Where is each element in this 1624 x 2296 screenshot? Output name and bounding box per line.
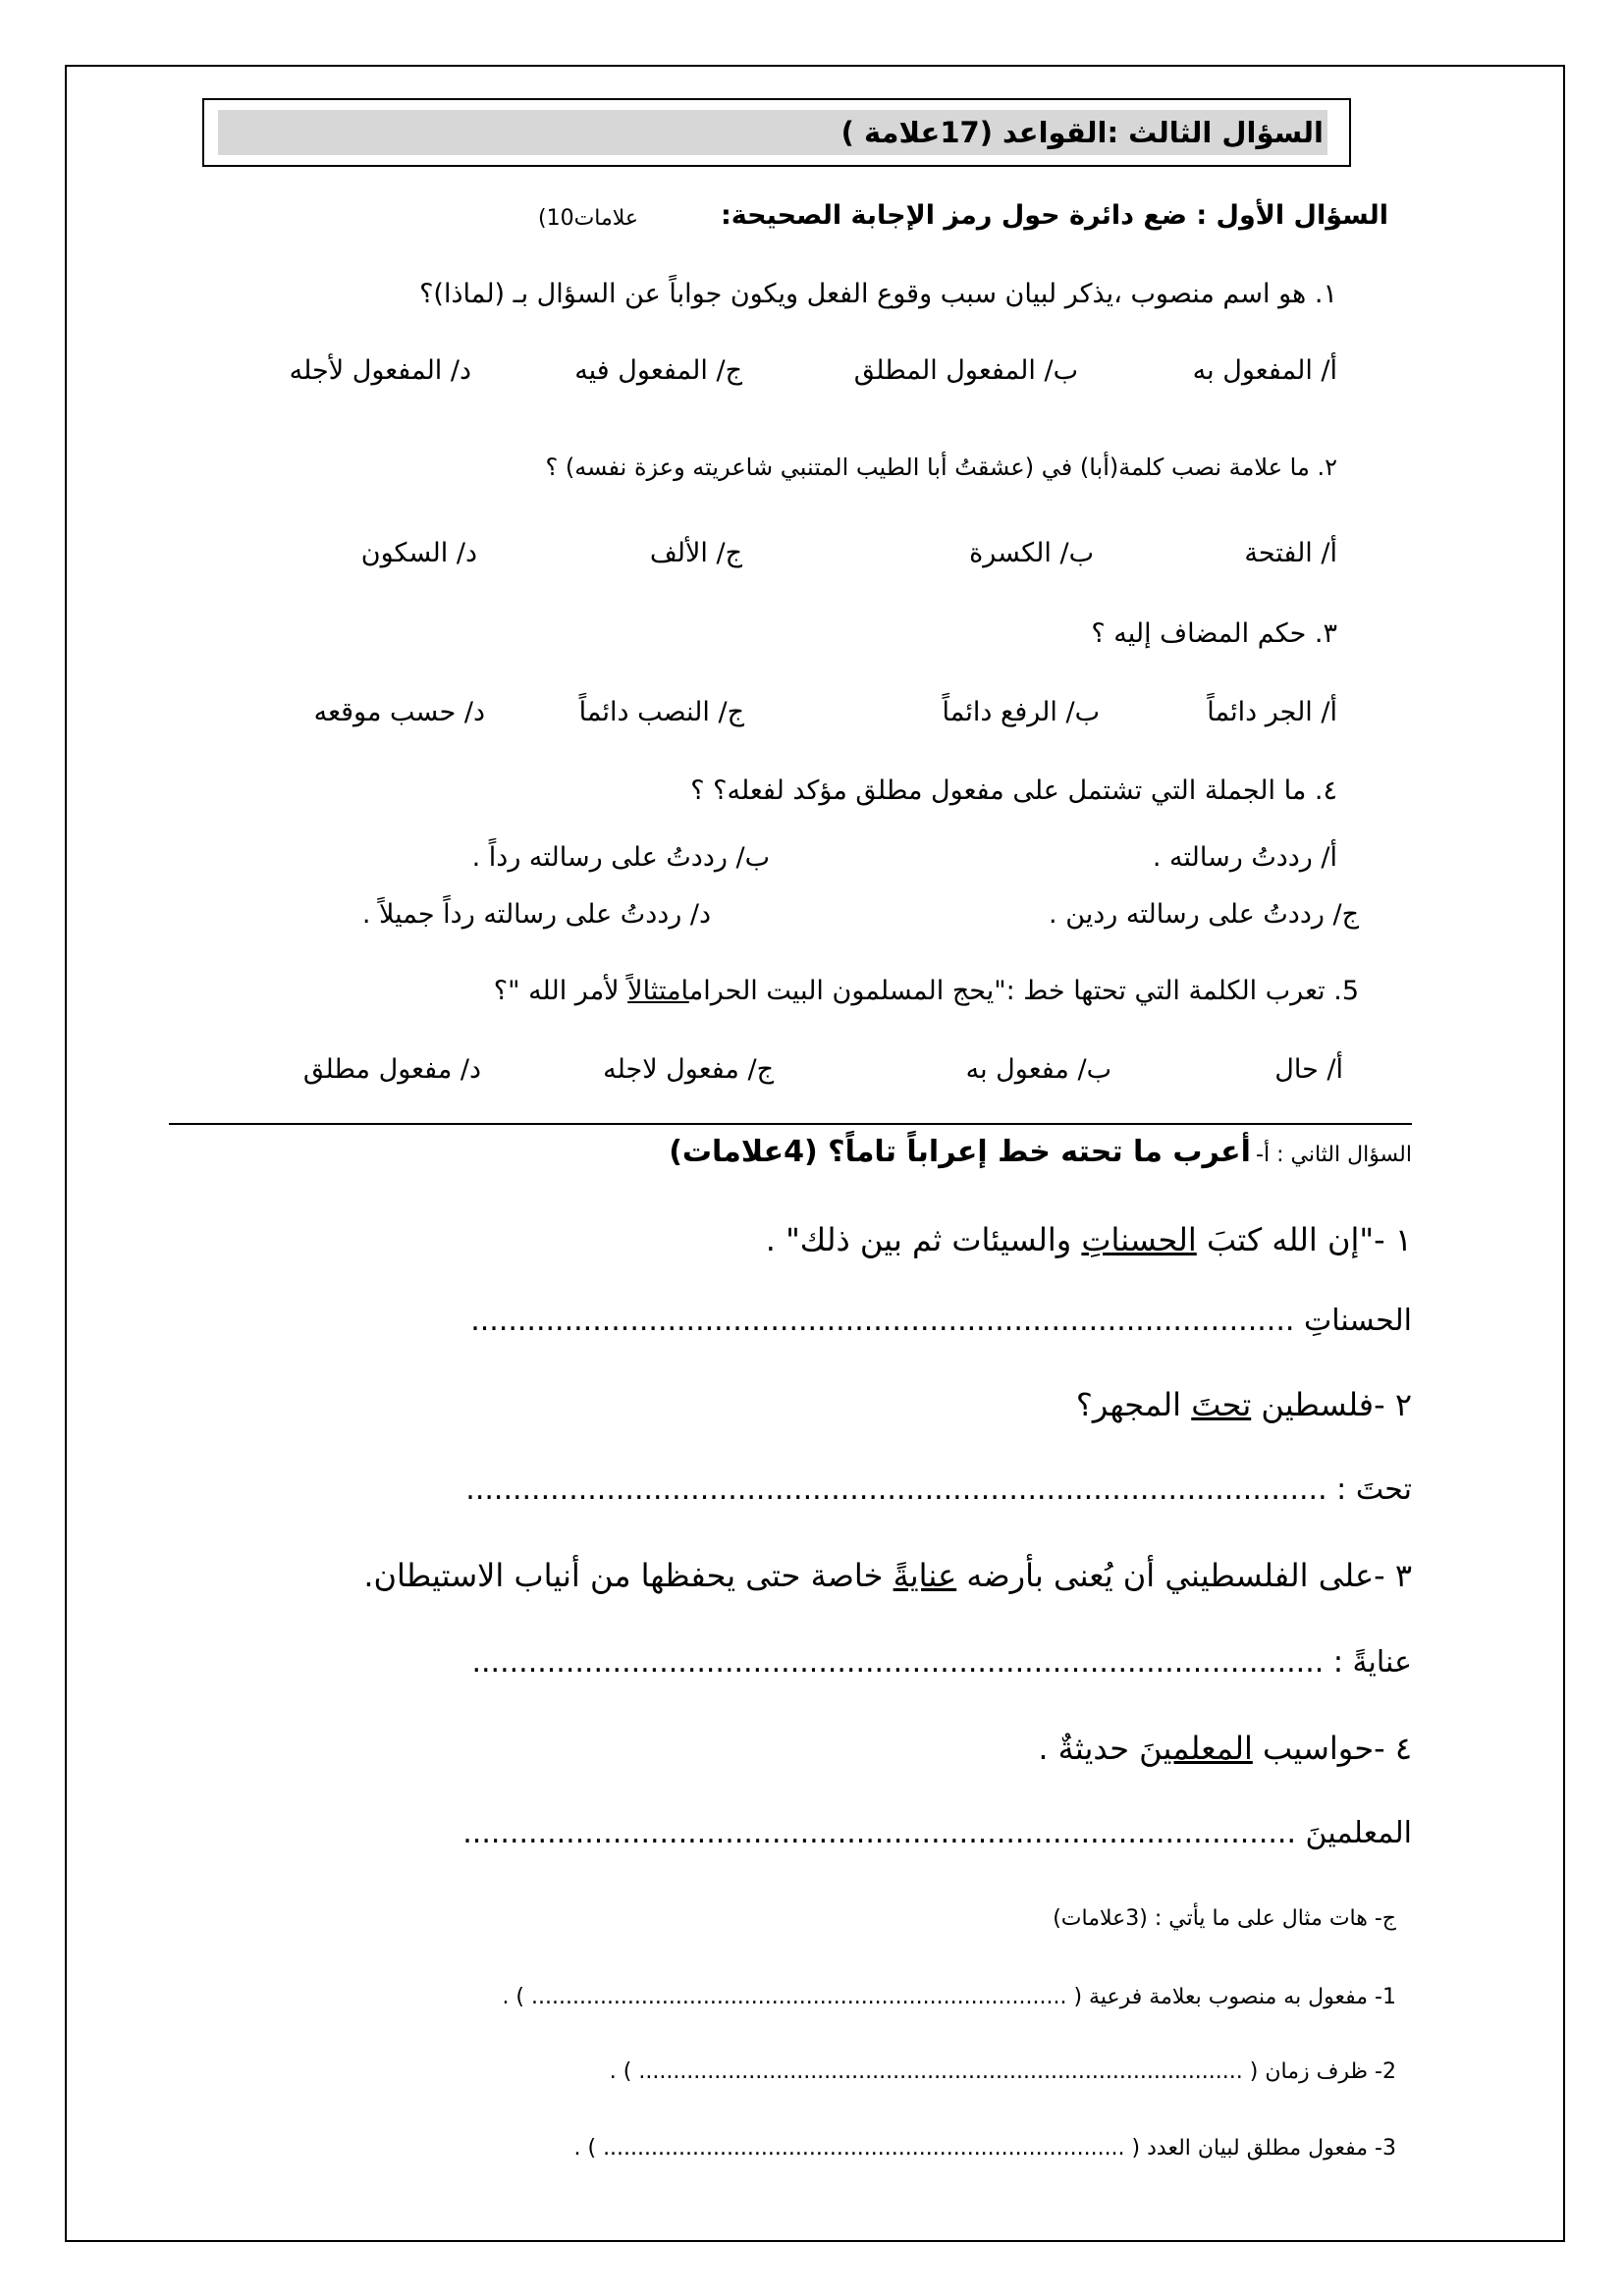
p2-item2-answer-label: تحتَ : — [1336, 1472, 1412, 1507]
q5-number: 5. — [1333, 976, 1359, 1006]
p2-item2-before: -فلسطين — [1261, 1386, 1385, 1423]
p2-item1-sentence — [766, 1221, 1412, 1258]
p3-item2-close: ) . — [609, 2059, 632, 2084]
q4-option-a[interactable]: أ/ رددتُ رسالته . — [1152, 842, 1337, 873]
p2-item3-dots[interactable]: ........................................................................................... — [471, 1645, 1325, 1680]
q5-option-a[interactable]: أ/ حال — [1274, 1054, 1343, 1085]
p2-item4-sentence — [1038, 1730, 1412, 1767]
part1-marks: (10علامات — [538, 206, 639, 231]
p2-item1-answer-line[interactable] — [470, 1304, 1412, 1338]
p2-item2-dots[interactable]: ............................................................................................ — [465, 1472, 1327, 1507]
p2-item4-underlined: المعلمينَ — [1139, 1730, 1253, 1767]
p2-item1-underlined: الحسناتِ — [1081, 1221, 1197, 1258]
p2-item3-after: خاصة حتى يحفظها من أنياب الاستيطان. — [363, 1557, 884, 1594]
q2-option-b[interactable]: ب/ الكسرة — [969, 538, 1094, 568]
p3-item2-dots[interactable]: ........................................................................................ — [638, 2059, 1243, 2084]
p3-item3[interactable] — [573, 2136, 1396, 2161]
q5-body-before: تعرب الكلمة التي تحتها خط :"يحج المسلمون البيت الحرام — [688, 976, 1326, 1006]
p2-item2-number: ٢ — [1394, 1386, 1412, 1423]
p2-item4-answer-line[interactable] — [462, 1816, 1412, 1850]
part2-heading — [669, 1135, 1412, 1169]
q4-body: ما الجملة التي تشتمل على مفعول مطلق مؤكد لفعله؟ ؟ — [690, 775, 1307, 806]
q1-text — [419, 279, 1337, 309]
p2-item2-sentence — [1076, 1386, 1412, 1423]
q2-option-d[interactable]: د/ السكون — [360, 538, 477, 568]
q5-underlined-word: امتثالاً — [627, 976, 689, 1006]
part2-heading-big: أعرب ما تحته خط إعراباً تاماً؟ (4علامات) — [669, 1135, 1251, 1169]
q1-option-d[interactable]: د/ المفعول لأجله — [289, 355, 471, 386]
q2-text — [545, 454, 1337, 481]
q3-option-a[interactable]: أ/ الجر دائماً — [1207, 697, 1337, 727]
q3-text — [1091, 618, 1337, 649]
q5-option-b[interactable]: ب/ مفعول به — [965, 1054, 1111, 1085]
q5-text — [494, 976, 1359, 1006]
section-title: السؤال الثالث :القواعد (17علامة ) — [840, 116, 1324, 149]
q1-option-c[interactable]: ج/ المفعول فيه — [574, 355, 742, 386]
p3-item1[interactable] — [502, 1985, 1396, 2009]
q4-number: ٤. — [1314, 775, 1337, 806]
q3-number: ٣. — [1314, 618, 1337, 649]
p2-item4-after: حديثةٌ . — [1038, 1730, 1129, 1767]
p2-item3-number: ٣ — [1394, 1557, 1412, 1594]
q3-option-d[interactable]: د/ حسب موقعه — [313, 697, 485, 727]
q2-option-a[interactable]: أ/ الفتحة — [1244, 538, 1337, 568]
p3-item2[interactable] — [610, 2059, 1396, 2084]
q5-option-d[interactable]: د/ مفعول مطلق — [302, 1054, 481, 1085]
section-divider — [169, 1123, 1412, 1125]
p2-item4-number: ٤ — [1394, 1730, 1412, 1767]
part3-heading: ج- هات مثال على ما يأتي : (3علامات) — [1053, 1906, 1396, 1931]
p2-item1-answer-label: الحسناتِ — [1303, 1304, 1412, 1338]
q3-option-b[interactable]: ب/ الرفع دائماً — [942, 697, 1100, 727]
p2-item3-answer-label: عنايةً : — [1332, 1645, 1412, 1680]
q5-body-after: لأمر الله "؟ — [493, 976, 620, 1006]
p2-item3-answer-line[interactable] — [471, 1645, 1412, 1680]
p3-item1-dots[interactable]: .............................................................................. — [531, 1985, 1067, 2009]
part2-heading-small: السؤال الثاني : أ- — [1256, 1143, 1412, 1167]
q1-body: هو اسم منصوب ،يذكر لبيان سبب وقوع الفعل ويكون جواباً عن السؤال بـ (لماذا)؟ — [419, 279, 1307, 309]
q3-option-c[interactable]: ج/ النصب دائماً — [578, 697, 744, 727]
p3-item1-close: ) . — [502, 1985, 525, 2009]
p2-item3-underlined: عنايةً — [893, 1557, 957, 1594]
p2-item1-dots[interactable]: ........................................................................................ — [470, 1304, 1295, 1338]
p3-item3-label: 3- مفعول مطلق لبيان العدد ( — [1131, 2136, 1396, 2161]
q2-body: ما علامة نصب كلمة(أبا) في (عشقتُ أبا الطيب المتنبي شاعريته وعزة نفسه) ؟ — [545, 454, 1310, 481]
p2-item1-number: ١ — [1394, 1221, 1412, 1258]
p2-item1-before: -"إن الله كتبَ — [1206, 1221, 1385, 1258]
q4-text — [690, 775, 1337, 806]
q1-option-a[interactable]: أ/ المفعول به — [1192, 355, 1337, 386]
q2-option-c[interactable]: ج/ الألف — [649, 538, 742, 568]
p2-item2-after: المجهر؟ — [1075, 1386, 1182, 1423]
p2-item4-answer-label: المعلمينَ — [1305, 1816, 1412, 1850]
p2-item2-underlined: تحتَ — [1191, 1386, 1252, 1423]
q1-option-b[interactable]: ب/ المفعول المطلق — [853, 355, 1078, 386]
p3-item2-label: 2- ظرف زمان ( — [1249, 2059, 1396, 2084]
p2-item4-before: -حواسيب — [1263, 1730, 1385, 1767]
p3-item3-close: ) . — [573, 2136, 597, 2161]
p2-item1-after: والسيئات ثم بين ذلك" . — [765, 1221, 1072, 1258]
p2-item4-dots[interactable]: ......................................................................................... — [462, 1816, 1296, 1850]
q4-option-d[interactable]: د/ رددتُ على رسالته رداً جميلاً . — [361, 899, 711, 930]
p3-item3-dots[interactable]: ............................................................................ — [603, 2136, 1125, 2161]
q4-option-c[interactable]: ج/ رددتُ على رسالته ردين . — [1049, 899, 1359, 930]
p3-item1-label: 1- مفعول به منصوب بعلامة فرعية ( — [1073, 1985, 1396, 2009]
p2-item3-before: -على الفلسطيني أن يُعنى بأرضه — [966, 1557, 1385, 1594]
q5-option-c[interactable]: ج/ مفعول لاجله — [603, 1054, 774, 1085]
p2-item2-answer-line[interactable] — [465, 1472, 1412, 1507]
p2-item3-sentence — [363, 1557, 1412, 1594]
q4-option-b[interactable]: ب/ رددتُ على رسالته رداً . — [471, 842, 770, 873]
part1-heading: السؤال الأول : ضع دائرة حول رمز الإجابة الصحيحة: — [720, 200, 1388, 231]
q3-body: حكم المضاف إليه ؟ — [1091, 618, 1307, 649]
q2-number: ٢. — [1317, 454, 1337, 481]
q1-number: ١. — [1314, 279, 1337, 309]
